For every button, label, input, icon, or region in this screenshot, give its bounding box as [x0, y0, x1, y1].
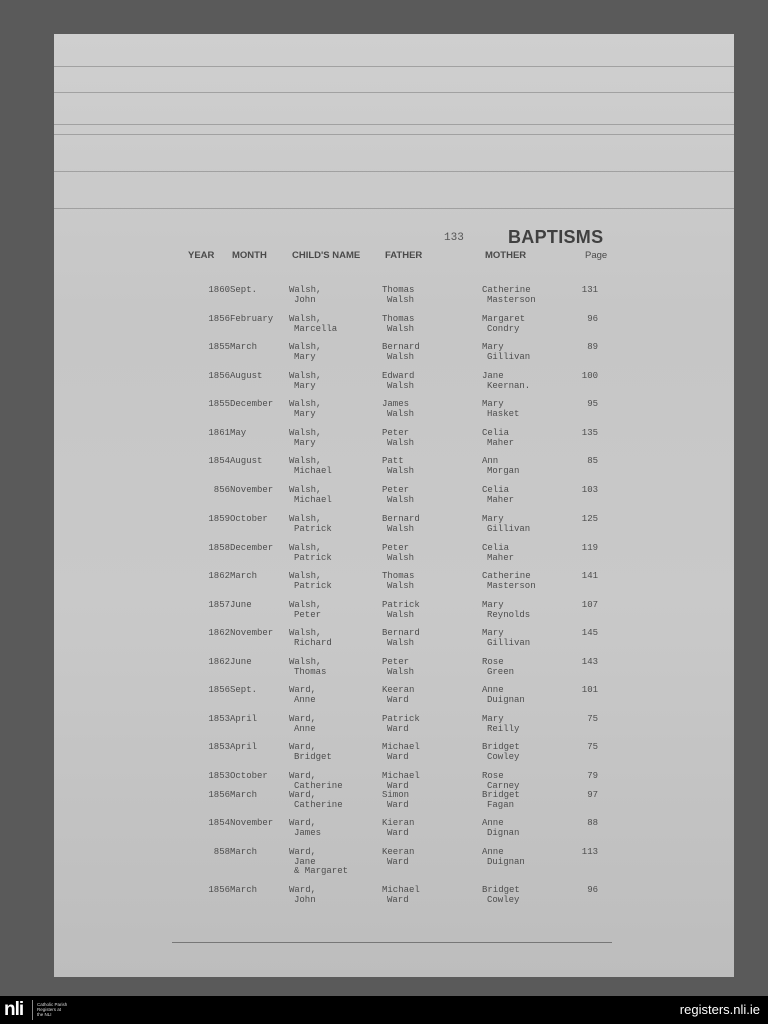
mother-surname-cell: Masterson	[487, 580, 536, 591]
child-forename-cell: Michael	[294, 494, 332, 505]
father-surname-cell: Walsh	[387, 580, 415, 591]
table-row	[54, 743, 734, 771]
father-surname-cell: Ward	[387, 894, 409, 905]
mother-surname-cell: Dignan	[487, 827, 520, 838]
table-row	[54, 400, 734, 428]
page-ref-cell: 113	[581, 847, 598, 857]
child-forename-cell: Jane	[294, 856, 316, 867]
child-forename-cell: Catherine	[294, 799, 343, 810]
table-row	[54, 286, 734, 314]
month-cell: March	[230, 885, 258, 895]
header-month: MONTH	[232, 250, 267, 261]
mother-surname-cell: Carney	[487, 780, 520, 791]
page-ref-cell: 131	[581, 285, 598, 295]
father-surname-cell: Ward	[387, 694, 409, 705]
month-cell: November	[230, 485, 274, 495]
child-forename-cell: Mary	[294, 437, 316, 448]
mother-forename-cell: Mary	[482, 514, 504, 524]
mother-surname-cell: Gillivan	[487, 351, 531, 362]
mother-surname-cell: Cowley	[487, 751, 520, 762]
footer-bar	[0, 996, 768, 1024]
mother-surname-cell: Hasket	[487, 408, 520, 419]
table-row	[54, 315, 734, 343]
child-surname-cell: Walsh,	[289, 514, 322, 524]
child-forename-cell: Marcella	[294, 323, 338, 334]
child-surname-cell: Walsh,	[289, 657, 322, 667]
header-year: YEAR	[188, 250, 215, 261]
mother-surname-cell: Maher	[487, 552, 515, 563]
mother-forename-cell: Bridget	[482, 885, 520, 895]
month-cell: October	[230, 771, 268, 781]
page-ref-cell: 103	[581, 485, 598, 495]
father-forename-cell: Bernard	[382, 342, 420, 352]
page-ref-cell: 101	[581, 685, 598, 695]
child-forename-cell: Richard	[294, 637, 332, 648]
year-cell: 1853	[208, 742, 230, 752]
mother-forename-cell: Catherine	[482, 285, 531, 295]
year-cell: 1857	[208, 600, 230, 610]
year-cell: 1854	[208, 456, 230, 466]
mother-surname-cell: Keernan.	[487, 380, 531, 391]
header-father: FATHER	[385, 250, 423, 261]
father-forename-cell: Michael	[382, 885, 420, 895]
father-forename-cell: Patrick	[382, 714, 420, 724]
father-surname-cell: Walsh	[387, 552, 415, 563]
header-mother: MOTHER	[485, 250, 527, 261]
child-surname-cell: Walsh,	[289, 399, 322, 409]
mother-forename-cell: Rose	[482, 771, 504, 781]
month-cell: November	[230, 628, 274, 638]
year-cell: 1861	[208, 428, 230, 438]
child-forename-cell: James	[294, 827, 322, 838]
table-row	[54, 572, 734, 600]
month-cell: March	[230, 342, 258, 352]
child-forename-cell: Mary	[294, 351, 316, 362]
month-cell: June	[230, 600, 252, 610]
child-surname-cell: Walsh,	[289, 371, 322, 381]
child-surname-cell: Walsh,	[289, 456, 322, 466]
father-surname-cell: Ward	[387, 827, 409, 838]
month-cell: May	[230, 428, 247, 438]
page-ref-cell: 107	[581, 600, 598, 610]
father-forename-cell: Patt	[382, 456, 404, 466]
child-forename-cell: Patrick	[294, 523, 332, 534]
child-surname-cell: Walsh,	[289, 571, 322, 581]
page-ref-cell: 89	[587, 342, 598, 352]
page-ref-cell: 125	[581, 514, 598, 524]
table-row	[54, 886, 734, 914]
mother-forename-cell: Bridget	[482, 790, 520, 800]
table-row	[54, 544, 734, 572]
scan-artifact-line	[54, 124, 734, 125]
month-cell: March	[230, 571, 258, 581]
mother-forename-cell: Ann	[482, 456, 499, 466]
child-forename-cell: Peter	[294, 609, 322, 620]
mother-forename-cell: Mary	[482, 342, 504, 352]
table-row	[54, 629, 734, 657]
mother-forename-cell: Celia	[482, 485, 510, 495]
page-ref-cell: 75	[587, 742, 598, 752]
child-forename-cell: Patrick	[294, 552, 332, 563]
father-forename-cell: Simon	[382, 790, 410, 800]
page-ref-cell: 145	[581, 628, 598, 638]
year-cell: 858	[213, 847, 230, 857]
month-cell: October	[230, 514, 268, 524]
mother-forename-cell: Jane	[482, 371, 504, 381]
scan-artifact-line	[54, 92, 734, 93]
mother-surname-cell: Duignan	[487, 694, 525, 705]
logo-caption-line: Registers at	[37, 1007, 62, 1012]
father-surname-cell: Walsh	[387, 609, 415, 620]
month-cell: June	[230, 657, 252, 667]
header-page: Page	[585, 250, 608, 261]
year-cell: 1862	[208, 628, 230, 638]
father-surname-cell: Ward	[387, 799, 409, 810]
month-cell: February	[230, 314, 274, 324]
year-cell: 1856	[208, 685, 230, 695]
child-forename-cell: Anne	[294, 694, 316, 705]
mother-surname-cell: Masterson	[487, 294, 536, 305]
mother-surname-cell: Maher	[487, 494, 515, 505]
logo-caption-line: the NLI	[37, 1012, 52, 1017]
year-cell: 1853	[208, 714, 230, 724]
site-url-link[interactable]: registers.nli.ie	[679, 1002, 760, 1017]
table-row	[54, 515, 734, 543]
mother-forename-cell: Mary	[482, 600, 504, 610]
child-forename-cell: Thomas	[294, 666, 327, 677]
child-surname-cell: Ward,	[289, 742, 317, 752]
mother-surname-cell: Gillivan	[487, 523, 531, 534]
father-forename-cell: James	[382, 399, 410, 409]
table-row	[54, 601, 734, 629]
child-surname-cell: Ward,	[289, 685, 317, 695]
table-row	[54, 372, 734, 400]
child-surname-cell: Walsh,	[289, 543, 322, 553]
page-ref-cell: 135	[581, 428, 598, 438]
year-cell: 1855	[208, 342, 230, 352]
father-forename-cell: Thomas	[382, 285, 415, 295]
year-cell: 1856	[208, 885, 230, 895]
father-surname-cell: Ward	[387, 856, 409, 867]
scan-artifact-line	[54, 171, 734, 172]
table-row	[54, 819, 734, 847]
table-row	[54, 658, 734, 686]
year-cell: 1856	[208, 314, 230, 324]
child-surname-cell: Ward,	[289, 818, 317, 828]
month-cell: November	[230, 818, 274, 828]
bottom-rule	[172, 942, 612, 943]
father-forename-cell: Keeran	[382, 847, 415, 857]
father-surname-cell: Walsh	[387, 351, 415, 362]
nli-logo-caption	[37, 1002, 87, 1017]
mother-surname-cell: Maher	[487, 437, 515, 448]
table-row	[54, 848, 734, 876]
child-forename-cell: Michael	[294, 465, 332, 476]
page-ref-cell: 100	[581, 371, 598, 381]
mother-forename-cell: Anne	[482, 685, 504, 695]
mother-forename-cell: Rose	[482, 657, 504, 667]
month-cell: April	[230, 742, 258, 752]
child-forename-cell: Catherine	[294, 780, 343, 791]
mother-forename-cell: Mary	[482, 628, 504, 638]
page-ref-cell: 143	[581, 657, 598, 667]
child-surname-cell: Walsh,	[289, 314, 322, 324]
month-cell: December	[230, 399, 274, 409]
mother-surname-cell: Gillivan	[487, 637, 531, 648]
father-forename-cell: Michael	[382, 771, 420, 781]
month-cell: December	[230, 543, 274, 553]
mother-forename-cell: Bridget	[482, 742, 520, 752]
page-ref-cell: 96	[587, 885, 598, 895]
mother-forename-cell: Celia	[482, 428, 510, 438]
father-surname-cell: Walsh	[387, 437, 415, 448]
father-forename-cell: Michael	[382, 742, 420, 752]
year-cell: 856	[213, 485, 230, 495]
page-ref-cell: 79	[587, 771, 598, 781]
child-surname-cell: Walsh,	[289, 485, 322, 495]
mother-forename-cell: Anne	[482, 818, 504, 828]
page-ref-cell: 97	[587, 790, 598, 800]
child-surname-cell: Walsh,	[289, 342, 322, 352]
father-surname-cell: Walsh	[387, 465, 415, 476]
logo-caption-line: Catholic Parish	[37, 1002, 68, 1007]
year-cell: 1862	[208, 657, 230, 667]
child-surname-cell: Walsh,	[289, 285, 322, 295]
father-surname-cell: Ward	[387, 751, 409, 762]
father-forename-cell: Kieran	[382, 818, 415, 828]
year-cell: 1855	[208, 399, 230, 409]
table-row	[54, 715, 734, 743]
table-row	[54, 686, 734, 714]
logo-divider	[32, 1000, 33, 1020]
father-forename-cell: Keeran	[382, 685, 415, 695]
mother-forename-cell: Mary	[482, 399, 504, 409]
month-cell: August	[230, 456, 263, 466]
father-forename-cell: Edward	[382, 371, 415, 381]
mother-surname-cell: Cowley	[487, 894, 520, 905]
child-surname-cell: Walsh,	[289, 600, 322, 610]
father-forename-cell: Peter	[382, 428, 410, 438]
month-cell: Sept.	[230, 285, 258, 295]
table-row	[54, 791, 734, 819]
child-surname-cell: Ward,	[289, 714, 317, 724]
child-forename-cell: Patrick	[294, 580, 332, 591]
father-surname-cell: Walsh	[387, 494, 415, 505]
register-page	[54, 34, 734, 977]
father-surname-cell: Ward	[387, 780, 409, 791]
child-forename-cell: John	[294, 894, 316, 905]
father-surname-cell: Walsh	[387, 637, 415, 648]
father-forename-cell: Thomas	[382, 571, 415, 581]
header-child-name: CHILD'S NAME	[292, 250, 361, 261]
page-ref-cell: 85	[587, 456, 598, 466]
father-surname-cell: Walsh	[387, 523, 415, 534]
father-forename-cell: Patrick	[382, 600, 420, 610]
month-cell: August	[230, 371, 263, 381]
father-forename-cell: Bernard	[382, 514, 420, 524]
scan-artifact-line	[54, 134, 734, 135]
father-surname-cell: Walsh	[387, 666, 415, 677]
child-forename-cell: Anne	[294, 723, 316, 734]
child-forename-cell: John	[294, 294, 316, 305]
child-surname-cell: Walsh,	[289, 628, 322, 638]
mother-surname-cell: Reilly	[487, 723, 520, 734]
father-forename-cell: Peter	[382, 543, 410, 553]
register-page-number: 133	[444, 232, 464, 244]
nli-logo: nli	[4, 999, 24, 1020]
father-forename-cell: Bernard	[382, 628, 420, 638]
page-ref-cell: 96	[587, 314, 598, 324]
year-cell: 1854	[208, 818, 230, 828]
mother-forename-cell: Anne	[482, 847, 504, 857]
mother-surname-cell: Condry	[487, 323, 520, 334]
table-row	[54, 457, 734, 485]
year-cell: 1856	[208, 790, 230, 800]
year-cell: 1860	[208, 285, 230, 295]
page-ref-cell: 141	[581, 571, 598, 581]
father-forename-cell: Peter	[382, 657, 410, 667]
mother-forename-cell: Margaret	[482, 314, 526, 324]
father-forename-cell: Thomas	[382, 314, 415, 324]
month-cell: March	[230, 790, 258, 800]
page-ref-cell: 119	[581, 543, 598, 553]
page-title: BAPTISMS	[508, 227, 604, 247]
year-cell: 1862	[208, 571, 230, 581]
child-forename-cell: Bridget	[294, 751, 332, 762]
year-cell: 1856	[208, 371, 230, 381]
mother-forename-cell: Catherine	[482, 571, 531, 581]
child-surname-cell: Ward,	[289, 885, 317, 895]
table-row	[54, 343, 734, 371]
mother-forename-cell: Celia	[482, 543, 510, 553]
mother-surname-cell: Duignan	[487, 856, 525, 867]
year-cell: 1859	[208, 514, 230, 524]
scan-artifact-line	[54, 208, 734, 209]
child-forename-cell: Mary	[294, 380, 316, 391]
father-forename-cell: Peter	[382, 485, 410, 495]
month-cell: April	[230, 714, 258, 724]
father-surname-cell: Walsh	[387, 294, 415, 305]
scan-artifact-line	[54, 66, 734, 67]
mother-surname-cell: Fagan	[487, 799, 515, 810]
child-surname-cell: Ward,	[289, 847, 317, 857]
table-row	[54, 429, 734, 457]
child-surname-cell: Ward,	[289, 790, 317, 800]
child-forename-cell: Mary	[294, 408, 316, 419]
father-surname-cell: Walsh	[387, 323, 415, 334]
page-ref-cell: 95	[587, 399, 598, 409]
father-surname-cell: Walsh	[387, 408, 415, 419]
table-row	[54, 486, 734, 514]
year-cell: 1853	[208, 771, 230, 781]
mother-surname-cell: Morgan	[487, 465, 520, 476]
father-surname-cell: Ward	[387, 723, 409, 734]
father-surname-cell: Walsh	[387, 380, 415, 391]
child-extra-cell: & Margaret	[294, 866, 349, 876]
child-surname-cell: Walsh,	[289, 428, 322, 438]
mother-surname-cell: Reynolds	[487, 609, 531, 620]
year-cell: 1858	[208, 543, 230, 553]
page-ref-cell: 88	[587, 818, 598, 828]
child-surname-cell: Ward,	[289, 771, 317, 781]
month-cell: Sept.	[230, 685, 258, 695]
month-cell: March	[230, 847, 258, 857]
page-ref-cell: 75	[587, 714, 598, 724]
mother-forename-cell: Mary	[482, 714, 504, 724]
mother-surname-cell: Green	[487, 666, 515, 677]
